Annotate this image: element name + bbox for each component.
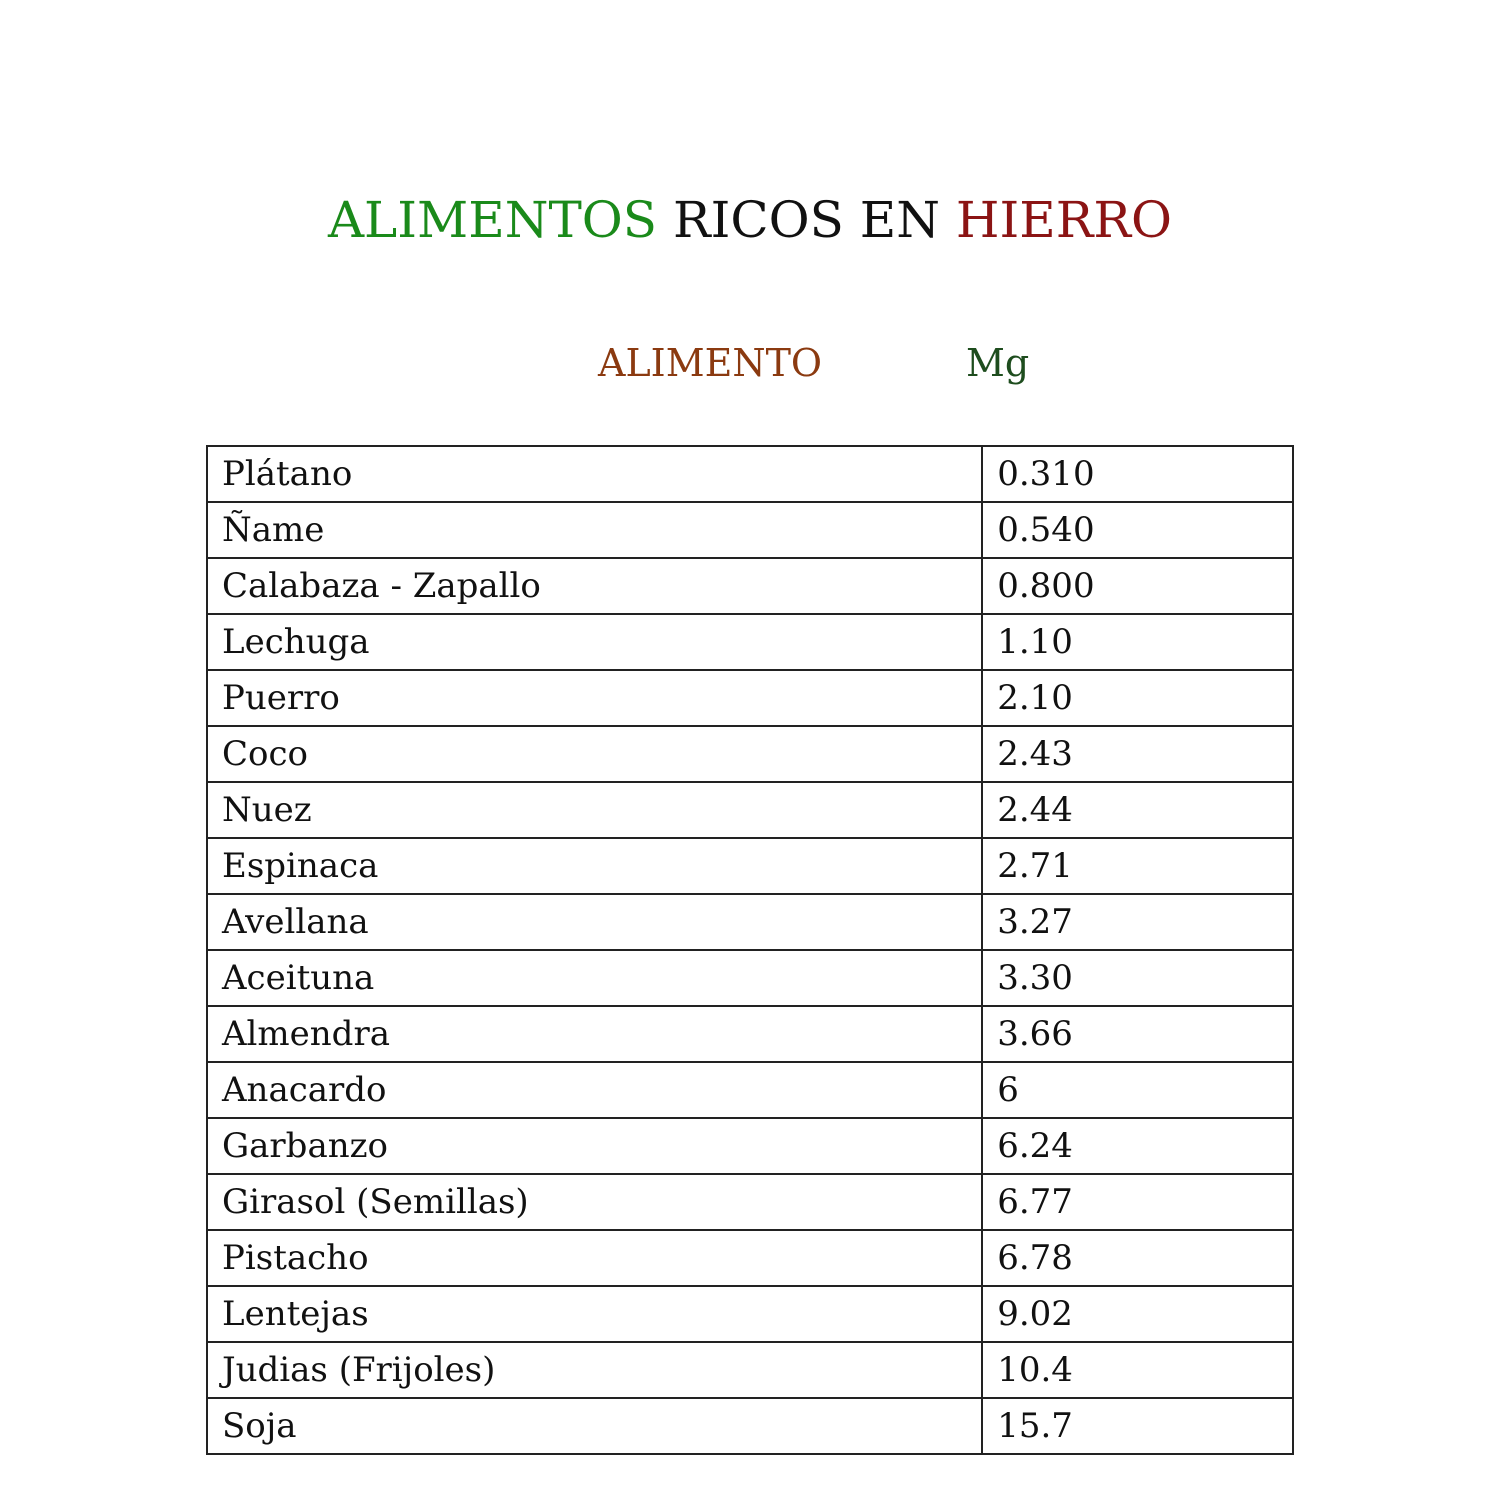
iron-mg-cell: 2.10: [982, 670, 1293, 726]
table-row: [207, 1342, 1293, 1398]
table-row: [207, 1062, 1293, 1118]
column-header-mg: Mg: [966, 341, 1030, 385]
food-name-cell: Girasol (Semillas): [207, 1174, 982, 1230]
page-title: [0, 190, 1500, 250]
column-header-food: ALIMENTO: [598, 341, 823, 385]
food-name-cell: Garbanzo: [207, 1118, 982, 1174]
table-row: [207, 614, 1293, 670]
iron-mg-cell: 2.71: [982, 838, 1293, 894]
iron-mg-cell: 9.02: [982, 1286, 1293, 1342]
table-row: [207, 670, 1293, 726]
title-space: [657, 191, 673, 249]
iron-mg-cell: 15.7: [982, 1398, 1293, 1454]
food-name-cell: Avellana: [207, 894, 982, 950]
food-name-cell: Nuez: [207, 782, 982, 838]
table-row: [207, 558, 1293, 614]
iron-mg-cell: 0.540: [982, 502, 1293, 558]
iron-mg-cell: 1.10: [982, 614, 1293, 670]
table-row: [207, 1230, 1293, 1286]
iron-mg-cell: 3.27: [982, 894, 1293, 950]
iron-mg-cell: 10.4: [982, 1342, 1293, 1398]
iron-mg-cell: 2.44: [982, 782, 1293, 838]
iron-mg-cell: 6.24: [982, 1118, 1293, 1174]
column-headers: [0, 340, 1500, 390]
food-name-cell: Aceituna: [207, 950, 982, 1006]
food-name-cell: Puerro: [207, 670, 982, 726]
title-space: [940, 191, 956, 249]
table-row: [207, 446, 1293, 502]
iron-mg-cell: 6.77: [982, 1174, 1293, 1230]
iron-mg-cell: 3.30: [982, 950, 1293, 1006]
food-name-cell: Pistacho: [207, 1230, 982, 1286]
food-name-cell: Plátano: [207, 446, 982, 502]
table-row: [207, 950, 1293, 1006]
title-part-alimentos: ALIMENTOS: [327, 191, 658, 249]
table-row: [207, 1286, 1293, 1342]
food-name-cell: Judias (Frijoles): [207, 1342, 982, 1398]
food-name-cell: Ñame: [207, 502, 982, 558]
title-part-hierro: HIERRO: [955, 191, 1173, 249]
table-row: [207, 782, 1293, 838]
iron-mg-cell: 0.310: [982, 446, 1293, 502]
table-row: [207, 726, 1293, 782]
food-name-cell: Espinaca: [207, 838, 982, 894]
food-name-cell: Calabaza - Zapallo: [207, 558, 982, 614]
food-name-cell: Anacardo: [207, 1062, 982, 1118]
food-name-cell: Soja: [207, 1398, 982, 1454]
food-name-cell: Lentejas: [207, 1286, 982, 1342]
iron-mg-cell: 6.78: [982, 1230, 1293, 1286]
table-row: [207, 894, 1293, 950]
iron-mg-cell: 3.66: [982, 1006, 1293, 1062]
iron-mg-cell: 6: [982, 1062, 1293, 1118]
table-row: [207, 1174, 1293, 1230]
table-row: [207, 1398, 1293, 1454]
food-name-cell: Lechuga: [207, 614, 982, 670]
table-row: [207, 1118, 1293, 1174]
table-row: [207, 502, 1293, 558]
table-body: [207, 446, 1293, 1454]
title-part-ricos-en: RICOS EN: [672, 191, 940, 249]
table-row: [207, 1006, 1293, 1062]
iron-mg-cell: 0.800: [982, 558, 1293, 614]
iron-foods-table: [206, 445, 1294, 1455]
food-name-cell: Coco: [207, 726, 982, 782]
iron-mg-cell: 2.43: [982, 726, 1293, 782]
food-name-cell: Almendra: [207, 1006, 982, 1062]
table-row: [207, 838, 1293, 894]
